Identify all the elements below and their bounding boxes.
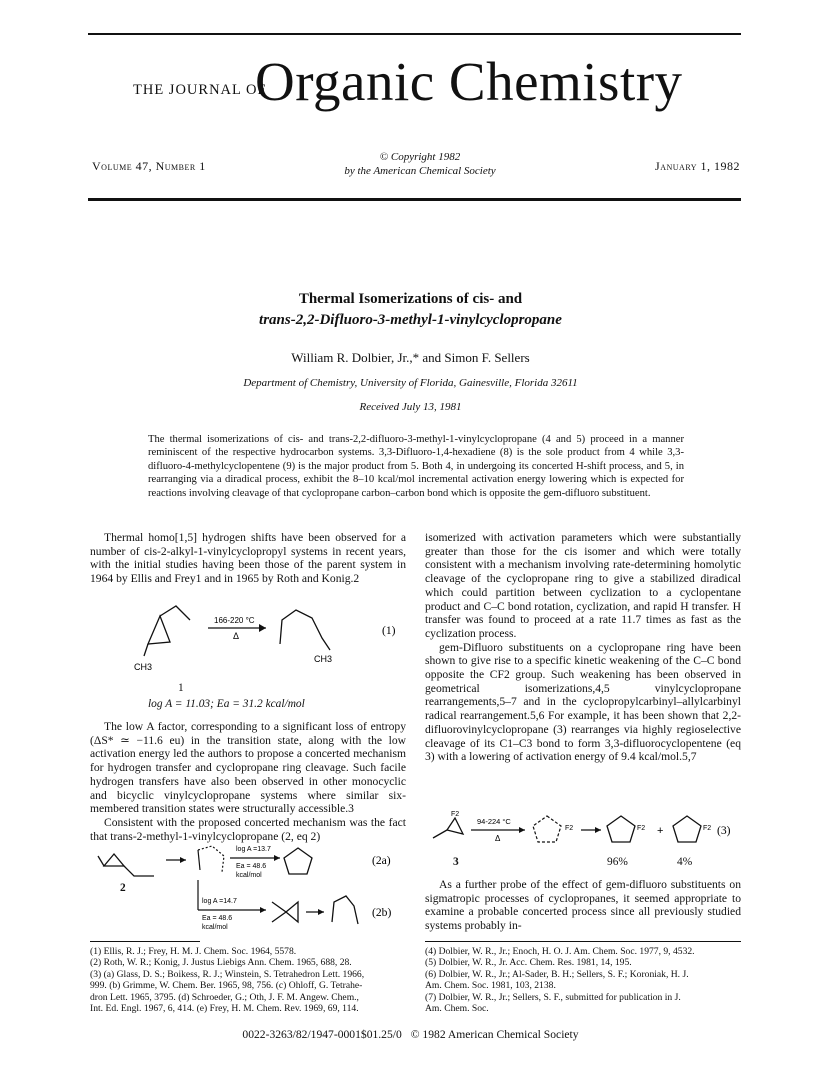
abstract: The thermal isomerizations of cis- and trans-2,2-difluoro-3-methyl-1-vinylcyclopropane (4 and 5) proceed in a manner reminiscent of the respective hydrocarbon systems. 3,3-Difluoro-1,4-hexadiene (8) is the sole product from 4 while 3,3-difluoro-4-methylcyclopentene (9) is the major product from 5. Both 4, in undergoing its concerted H-shift process, and 5, in rearranging via a diradical process, exhibit the 8–10 kcal/mol incremental activation energy lowering which is expected for reactions involving cleavage of that cyclopropane carbon–carbon bond which is opposite the gem-difluoro substituent. bbox=[148, 434, 684, 499]
eq1-number: (1) bbox=[382, 624, 396, 637]
difluorovinylcyclopropane-structure bbox=[433, 818, 463, 838]
eq2b-param-3: kcal/mol bbox=[202, 924, 228, 931]
cis-vinylcyclopropane-structure bbox=[272, 902, 298, 922]
reference-1: (1) Ellis, R. J.; Frey, H. M. J. Chem. Soc. 1964, 5578. bbox=[90, 946, 297, 957]
page-footer bbox=[0, 1028, 821, 1041]
eq3-condition-bottom: Δ bbox=[495, 834, 501, 843]
hexadiene-structure bbox=[280, 610, 330, 650]
eq2-arrowhead-2 bbox=[274, 855, 280, 861]
compound-1-label: 1 bbox=[178, 682, 184, 694]
right-column bbox=[425, 531, 741, 764]
eq3-f2-reactant: F2 bbox=[451, 811, 460, 818]
eq2-arrowhead-3 bbox=[260, 907, 266, 913]
compound-2-label: 2 bbox=[120, 882, 126, 894]
reference-3-cont-2: dron Lett. 1965, 3795. (d) Schroeder, G.; Oth, J. F. M. Angew. Chem., bbox=[90, 991, 359, 1003]
reference-7-cont: Am. Chem. Soc. bbox=[425, 1003, 489, 1015]
references-left bbox=[90, 946, 408, 1014]
yield-major: 96% bbox=[607, 856, 628, 868]
eq3-f2-product-2: F2 bbox=[703, 825, 712, 832]
eq3-condition-top: 94-224 °C bbox=[477, 817, 511, 826]
reference-6: (6) Dolbier, W. R., Jr.; Al-Sader, B. H.; Sellers, S. F.; Koroniak, H. J. bbox=[425, 968, 689, 980]
eq1-params: log A = 11.03; Ea = 31.2 kcal/mol bbox=[148, 698, 305, 710]
article-title-line-2: trans-2,2-Difluoro-3-methyl-1-vinylcyclopropane bbox=[259, 312, 562, 328]
reference-3: (3) (a) Glass, D. S.; Boikess, R. J.; Winstein, S. Tetrahedron Lett. 1966, bbox=[90, 968, 365, 980]
journal-prefix: THE JOURNAL OF bbox=[133, 82, 267, 98]
references-right bbox=[425, 946, 743, 1014]
reference-6-cont: Am. Chem. Soc. 1981, 103, 2138. bbox=[425, 980, 556, 992]
affiliation: Department of Chemistry, University of Florida, Gainesville, Florida 32611 bbox=[243, 377, 578, 389]
eq3-arrowhead bbox=[519, 827, 525, 833]
eq3-f2-product-1: F2 bbox=[637, 825, 646, 832]
left-paragraph-1: Thermal homo[1,5] hydrogen shifts have been observed for a number of cis-2-alkyl-1-vinylcyclopropyl systems in recent years, with the initial studies having been those of the parent system in 1964 by Ellis and Frey1 and in 1965 by Roth and Konig.2 bbox=[90, 531, 406, 586]
scheme-eq1 bbox=[90, 598, 406, 686]
hexadiene-product bbox=[332, 896, 358, 924]
cyclopropane-vinyl-structure bbox=[144, 606, 190, 656]
masthead-bottom-rule bbox=[88, 198, 741, 201]
eq1-condition-top: 166-220 °C bbox=[214, 616, 255, 625]
copyright-line-2: by the American Chemical Society bbox=[344, 165, 496, 177]
eq1-ch3-left: CH3 bbox=[134, 662, 153, 672]
copyright-notice bbox=[300, 150, 540, 178]
references-right-rule bbox=[425, 941, 741, 942]
author-list: William R. Dolbier, Jr.,* and Simon F. Sellers bbox=[291, 350, 530, 365]
reference-5: (5) Dolbier, W. R., Jr. Acc. Chem. Res. 1981, 14, 195. bbox=[425, 957, 632, 969]
diradical-pentagon bbox=[533, 816, 561, 842]
eq1-ch3-right: CH3 bbox=[314, 654, 333, 664]
right-paragraph-1: isomerized with activation parameters which were substantially greater than those for the cis isomer and which were totally consistent with a mechanism involving rate-determining homolytic cleavage of the cyclopropane ring to give a stabilized diradical which could partition between cyclization to a cyclopentane product and C–C bond rotation, cyclization, and rapid H transfer. H transfer was found to proceed at a rate 11.7 times as fast as the cyclization process. bbox=[425, 531, 741, 640]
article-code: 0022-3263/82/1947-0001$01.25/0 bbox=[242, 1028, 402, 1041]
eq3-arrowhead-2 bbox=[595, 827, 601, 833]
difluorocyclopentene-minor bbox=[673, 816, 701, 842]
left-column-cont bbox=[90, 720, 406, 843]
issue-date: January 1, 1982 bbox=[655, 159, 740, 173]
trans-vinylcyclopropane-structure bbox=[98, 854, 154, 876]
copyright-line-1: © Copyright 1982 bbox=[379, 151, 461, 163]
eq3-f2-intermediate: F2 bbox=[565, 825, 574, 832]
eq2-arrowhead-4 bbox=[318, 909, 324, 915]
volume-number: Volume 47, Number 1 bbox=[92, 159, 206, 173]
received-date: Received July 13, 1981 bbox=[359, 401, 462, 413]
reference-2: (2) Roth, W. R.; Konig, J. Justus Liebigs Ann. Chem. 1965, 688, 28. bbox=[90, 957, 352, 969]
eq2a-param-3: kcal/mol bbox=[236, 872, 262, 879]
right-paragraph-3: As a further probe of the effect of gem-difluoro substituents on sigmatropic processes of cyclopropanes, it seemed appropriate to examine a probable concerted process since all previously studied systems probably in- bbox=[425, 878, 741, 933]
top-rule bbox=[88, 33, 741, 35]
eq1-condition-bottom: Δ bbox=[233, 631, 240, 641]
eq2a-number: (2a) bbox=[372, 854, 391, 867]
scheme-eq2 bbox=[90, 840, 410, 944]
reference-3-cont-3: Int. Ed. Engl. 1967, 6, 414. (e) Frey, H. M. Chem. Rev. 1969, 69, 114. bbox=[90, 1003, 359, 1015]
references-left-rule bbox=[90, 941, 200, 942]
eq2a-param-2: Ea = 48.6 bbox=[236, 863, 267, 870]
left-paragraph-2: The low A factor, corresponding to a significant loss of entropy (ΔS* ≃ −11.6 eu) in the transition state, along with the low activation energy led the authors to propose a concerted mechanism for hydrogen transfer and cyclopropane ring cleavage. Such facile hydrogen transfers have also been observed in other monocyclic and bicyclic vinylcyclopropane systems where similar six-membered transition states were structurally accessible.3 bbox=[90, 720, 406, 816]
eq1-arrowhead bbox=[259, 624, 266, 632]
cyclopentene-product bbox=[284, 848, 312, 874]
reference-7: (7) Dolbier, W. R., Jr.; Sellers, S. F., submitted for publication in J. bbox=[425, 991, 681, 1003]
article-title-line-1: Thermal Isomerizations of cis- and bbox=[298, 291, 523, 307]
eq2a-param-1: log A =13.7 bbox=[236, 846, 271, 853]
right-column-cont bbox=[425, 878, 741, 933]
eq2b-param-1: log A =14.7 bbox=[202, 898, 237, 905]
reference-4: (4) Dolbier, W. R., Jr.; Enoch, H. O. J. Am. Chem. Soc. 1977, 9, 4532. bbox=[425, 946, 695, 957]
left-paragraph-3: Consistent with the proposed concerted mechanism was the fact that trans-2-methyl-1-vinylcyclopropane (2, eq 2) bbox=[90, 815, 406, 843]
journal-name: Organic Chemistry bbox=[255, 51, 683, 112]
eq2-arrowhead-1 bbox=[180, 857, 186, 863]
reference-3-cont-1: 999. (b) Grimme, W. Chem. Ber. 1965, 98, 756. (c) Ohloff, G. Tetrahe- bbox=[90, 980, 363, 992]
difluorocyclopentene-product bbox=[607, 816, 635, 842]
yield-minor: 4% bbox=[677, 856, 693, 868]
diradical-intermediate bbox=[198, 846, 224, 872]
eq3-plus: + bbox=[657, 825, 664, 837]
eq2b-number: (2b) bbox=[372, 906, 392, 919]
footer-copyright: © 1982 American Chemical Society bbox=[410, 1028, 579, 1041]
right-paragraph-2: gem-Difluoro substituents on a cyclopropane ring have been shown to give rise to a specific kinetic weakening of the C–C bond opposite the CF2 group. Such weakening has been observed in geometrical isomerizations,4,5 vinylcyclopropane rearrangements,5–7 and in the cyclopropylcarbinyl–allylcarbinyl radical rearrangement.5,6 For example, it has been shown that 2,2-difluorovinylcyclopropane (3) rearranges via highly regioselective cleavage of its C1–C3 bond to form 3,3-difluorocyclopentene (eq 3) with a lowering of activation energy of 9.4 kcal/mol.5,7 bbox=[425, 640, 741, 764]
eq2b-param-2: Ea = 48.6 bbox=[202, 915, 233, 922]
scheme-eq3 bbox=[425, 808, 741, 868]
eq3-number: (3) bbox=[717, 824, 731, 837]
compound-3-label: 3 bbox=[453, 856, 459, 868]
left-column bbox=[90, 531, 406, 586]
